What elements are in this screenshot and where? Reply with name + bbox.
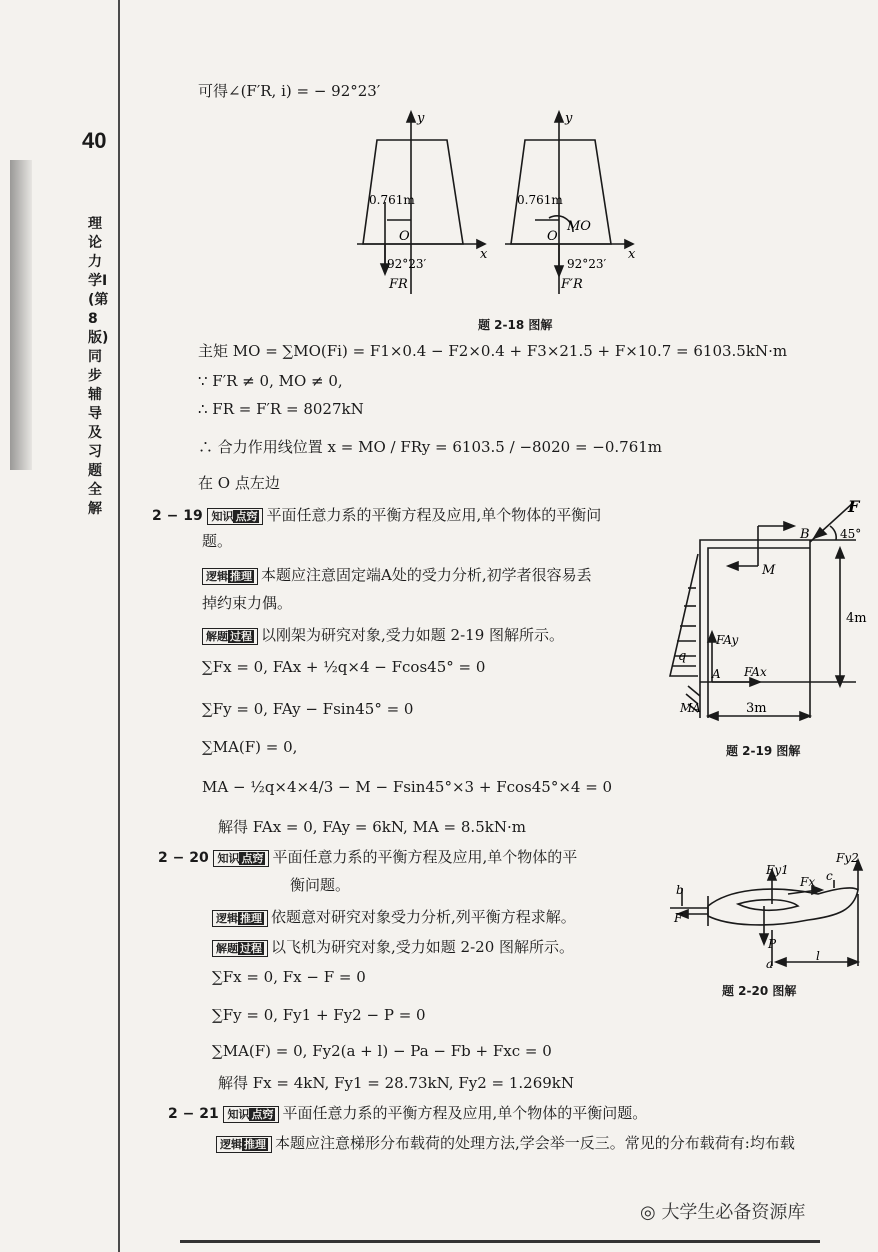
logic-tag: 逻辑 推理 [212, 910, 268, 927]
fig219-w: 3m [746, 701, 767, 716]
fig218-o-left: O [399, 229, 410, 244]
problem-2-19-logic: 逻辑 推理 本题应注意固定端A处的受力分析,初学者很容易丢 [202, 564, 592, 585]
fig219-fax: FAx [744, 665, 767, 679]
fig218-fr-right: F′R [561, 277, 583, 292]
p219-eq1: ∑Fx = 0, FAx + ½q×4 − Fcos45° = 0 [202, 658, 486, 676]
fig218-angle-right: 92°23′ [567, 257, 607, 271]
fig218-x-right: x [628, 247, 636, 262]
problem-2-20-logic: 逻辑 推理 依题意对研究对象受力分析,列平衡方程求解。 [212, 906, 576, 927]
p220-eq2: ∑Fy = 0, Fy1 + Fy2 − P = 0 [212, 1006, 426, 1024]
fig219-deg: 45° [840, 527, 862, 541]
problem-2-19-topic: 2 − 19 知识 点窍 平面任意力系的平衡方程及应用,单个物体的平衡问 [152, 506, 602, 524]
figure-2-19 [660, 496, 870, 728]
figure-2-18 [355, 108, 655, 298]
fig219-caption: 题 2-19 图解 [726, 744, 801, 758]
bottom-rule [180, 1240, 820, 1243]
scan-smudge [10, 160, 32, 470]
position-line: ∴ 合力作用线位置 x = MO / FRy = 6103.5 / −8020 = −0.761m [198, 438, 663, 456]
fig219-q: q [678, 649, 687, 664]
p219-eq3: ∑MA(F) = 0, [202, 738, 298, 756]
fig220-c: c [826, 869, 833, 883]
knowledge-tag: 知识 点窍 [223, 1106, 279, 1123]
fig218-x-left: x [480, 247, 488, 262]
problem-number: 2 − 21 [168, 1106, 219, 1122]
watermark: ◎ 大学生必备资源库 [640, 1202, 806, 1223]
logic-tag: 逻辑 推理 [202, 568, 258, 585]
problem-2-19-logic-cont: 掉约束力偶。 [202, 594, 293, 612]
problem-2-20-topic: 2 − 20 知识 点窍 平面任意力系的平衡方程及应用,单个物体的平 [158, 848, 578, 866]
fig219-m: M [762, 563, 776, 578]
fig218-caption: 题 2-18 图解 [478, 318, 553, 332]
fig220-f: F [674, 911, 683, 925]
problem-2-19-topic-cont: 题。 [202, 532, 233, 550]
fig219-h: 4m [846, 611, 867, 626]
fig220-caption: 题 2-20 图解 [722, 984, 797, 998]
problem-number: 2 − 19 [152, 508, 203, 524]
fig218-dist-left: 0.761m [369, 193, 415, 207]
problem-2-21-topic: 2 − 21 知识 点窍 平面任意力系的平衡方程及应用,单个物体的平衡问题。 [168, 1104, 648, 1122]
therefore-line: ∴ FR = F′R = 8027kN [198, 400, 364, 418]
book-title-vertical: 理论力学I(第8版)同步辅导及习题全解 [88, 216, 109, 517]
problem-2-19-process: 解题 过程 以刚架为研究对象,受力如题 2-19 图解所示。 [202, 624, 564, 645]
fig218-mo: MO [567, 219, 591, 234]
logic-tag: 逻辑 推理 [216, 1136, 272, 1153]
fig219-f: F [848, 497, 860, 516]
fig220-l: l [816, 949, 820, 963]
fig220-fy2: Fy2 [836, 851, 859, 865]
fig220-fy1: Fy1 [766, 863, 789, 877]
knowledge-tag: 知识 点窍 [213, 850, 269, 867]
process-tag: 解题 过程 [212, 940, 268, 957]
fig220-b: b [676, 883, 684, 897]
fig218-dist-right: 0.761m [517, 193, 563, 207]
fig218-y-left: y [417, 111, 425, 126]
page-margin-line [118, 0, 120, 1252]
fig219-b: B [800, 527, 810, 542]
problem-2-20-process: 解题 过程 以飞机为研究对象,受力如题 2-20 图解所示。 [212, 936, 574, 957]
fig220-p: P [768, 937, 777, 951]
p219-eq4: MA − ½q×4×4/3 − M − Fsin45°×3 + Fcos45°×4 = 0 [202, 778, 613, 796]
p220-solve: 解得 Fx = 4kN, Fy1 = 28.73kN, Fy2 = 1.269kN [218, 1074, 575, 1092]
p219-solve: 解得 FAx = 0, FAy = 6kN, MA = 8.5kN·m [218, 818, 526, 836]
figure-2-20 [668, 850, 868, 972]
p220-eq1: ∑Fx = 0, Fx − F = 0 [212, 968, 366, 986]
left-of-o: 在 O 点左边 [198, 474, 280, 492]
since-line: ∵ F′R ≠ 0, MO ≠ 0, [198, 372, 343, 390]
fig220-fx: Fx [800, 875, 816, 889]
problem-number: 2 − 20 [158, 850, 209, 866]
page-number: 40 [82, 128, 107, 153]
moment-line: 主矩 MO = ∑MO(Fi) = F1×0.4 − F2×0.4 + F3×21.5 + F×10.7 = 6103.5kN·m [198, 342, 788, 360]
fig218-angle-left: 92°23′ [387, 257, 427, 271]
fig218-y-right: y [565, 111, 573, 126]
fig218-o-right: O [547, 229, 558, 244]
wechat-icon: ◎ [640, 1202, 662, 1223]
process-tag: 解题 过程 [202, 628, 258, 645]
problem-2-21-logic: 逻辑 推理 本题应注意梯形分布载荷的处理方法,学会举一反三。常见的分布载荷有:均布载 [216, 1132, 795, 1153]
p220-eq3: ∑MA(F) = 0, Fy2(a + l) − Pa − Fb + Fxc = 0 [212, 1042, 552, 1060]
knowledge-tag: 知识 点窍 [207, 508, 263, 525]
fig219-fay: FAy [716, 633, 739, 647]
fig218-fr-left: FR [389, 277, 408, 292]
fig219-a: A [712, 667, 721, 681]
angle-result: 可得∠(F′R, i) = − 92°23′ [198, 82, 381, 100]
fig220-a: a [766, 957, 774, 971]
p219-eq2: ∑Fy = 0, FAy − Fsin45° = 0 [202, 700, 414, 718]
fig219-ma: MA [680, 701, 701, 715]
problem-2-20-topic-cont: 衡问题。 [290, 876, 351, 894]
